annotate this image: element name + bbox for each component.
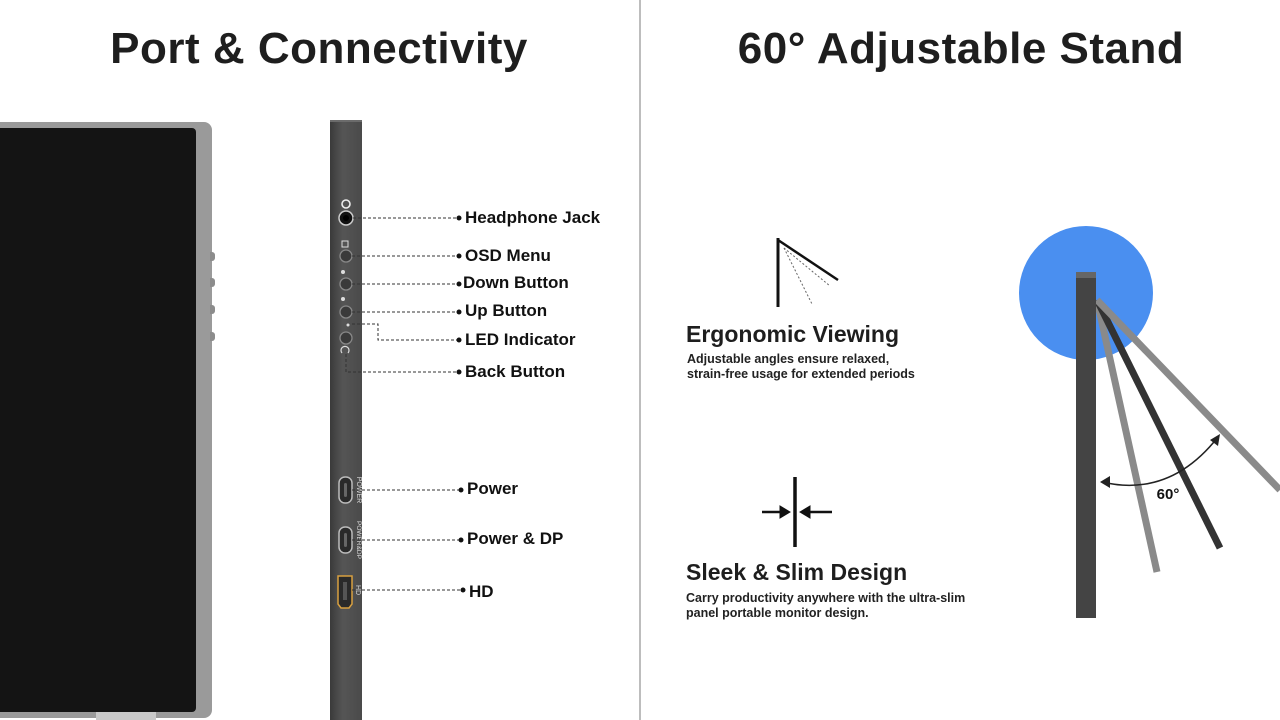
ports-section-title: Port & Connectivity xyxy=(110,24,528,73)
hdmi-port-icon xyxy=(338,576,352,608)
angle-label: 60° xyxy=(1156,486,1180,503)
headphone-jack-icon xyxy=(339,200,353,225)
stand-leg xyxy=(1097,300,1280,490)
port-label: HD xyxy=(469,582,494,601)
stand-diagram xyxy=(1019,226,1280,618)
back-button-icon xyxy=(340,332,352,353)
slim-profile-icon xyxy=(762,477,832,547)
feature-description-ergonomic: Adjustable angles ensure relaxed, strain-free usage for extended periods xyxy=(687,352,915,381)
svg-text:POWER&DP: POWER&DP xyxy=(355,521,362,559)
stand-leg xyxy=(1097,300,1220,548)
port-label: Up Button xyxy=(465,301,548,320)
port-label: LED Indicator xyxy=(465,330,576,349)
feature-description-slim: Carry productivity anywhere with the ultra-slim panel portable monitor design. xyxy=(686,591,966,620)
leader-lines xyxy=(346,218,462,590)
stand-section-title: 60° Adjustable Stand xyxy=(737,24,1185,73)
up-button-icon xyxy=(340,297,352,318)
port-label: OSD Menu xyxy=(465,246,551,265)
led-indicator-icon xyxy=(347,324,350,327)
down-button-icon xyxy=(340,270,352,290)
port-label: Back Button xyxy=(465,362,566,381)
stand-monitor-profile xyxy=(1076,272,1096,618)
port-label: Power & DP xyxy=(467,529,564,548)
port-label: Power xyxy=(467,479,519,498)
usb-c-power-port-icon xyxy=(339,477,352,503)
usb-c-power-dp-port-icon xyxy=(339,527,352,553)
port-label: Headphone Jack xyxy=(465,208,601,227)
viewing-angle-icon xyxy=(778,238,838,307)
svg-text:POWER: POWER xyxy=(355,476,362,504)
port-label: Down Button xyxy=(463,273,569,292)
feature-title-ergonomic: Ergonomic Viewing xyxy=(686,321,899,347)
osd-menu-icon xyxy=(340,241,352,262)
feature-title-slim: Sleek & Slim Design xyxy=(686,559,908,585)
svg-text:HD: HD xyxy=(354,584,361,596)
